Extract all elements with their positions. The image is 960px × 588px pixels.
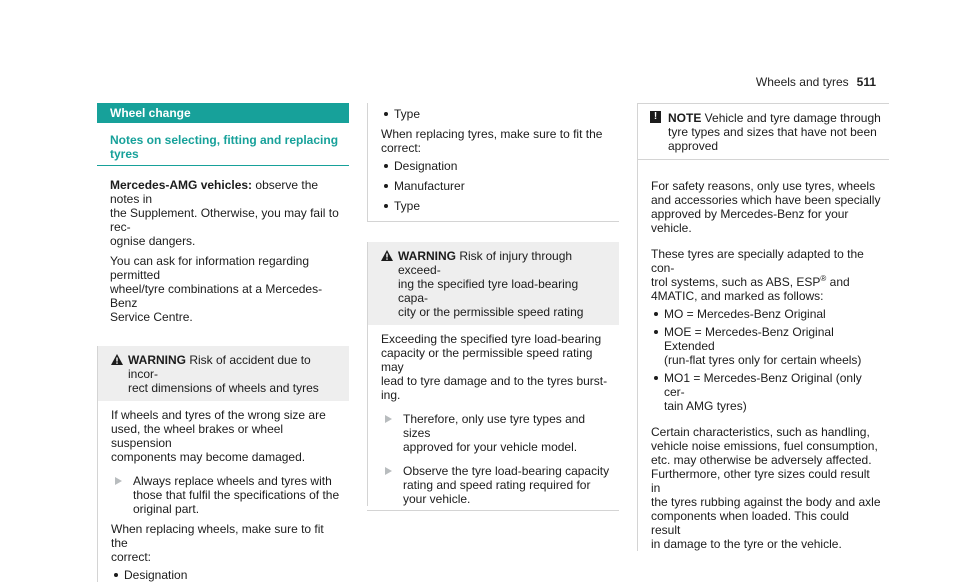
text-line: Certain characteristics, such as handling, (651, 425, 870, 439)
intro-text (97, 178, 349, 324)
list-item: Manufacturer (381, 179, 611, 193)
warning-box (97, 346, 349, 582)
instruction-step (381, 464, 611, 506)
column-3 (637, 103, 889, 563)
subsection-heading (97, 123, 349, 166)
arrow-right-icon (385, 415, 392, 423)
text-line: When replacing wheels, make sure to fit the (111, 522, 324, 550)
subhead-line: Notes on selecting, fitting and replacing (110, 133, 339, 147)
text-line: lead to tyre damage and to the tyres burst- (381, 374, 608, 388)
registered-mark: ® (820, 274, 827, 283)
text-line: the tyres rubbing against the body and axle (651, 495, 881, 509)
warning-box (367, 242, 619, 506)
warning-paragraph (381, 332, 611, 402)
text-line: ognise dangers. (110, 234, 196, 248)
text-line: When replacing tyres, make sure to fit the (381, 127, 603, 141)
list-item (651, 371, 881, 413)
text-line: rating and speed rating required for (403, 478, 591, 492)
list-item: Type (381, 107, 611, 121)
text-line: rect dimensions of wheels and tyres (128, 381, 319, 395)
text-line: vehicle noise emissions, fuel consumption, (651, 439, 878, 453)
warning-body (368, 325, 619, 506)
warning-body (98, 401, 349, 582)
text-line: and (826, 275, 850, 289)
replace-paragraph (111, 522, 341, 564)
text-line: original part. (133, 502, 200, 516)
text-line: Service Centre. (110, 310, 193, 324)
arrow-right-icon (385, 467, 392, 475)
arrow-right-icon (115, 477, 122, 485)
amg-label: Mercedes-AMG vehicles: (110, 178, 253, 192)
note-box (637, 103, 889, 551)
column-1 (97, 103, 349, 588)
warning-triangle-icon (381, 250, 393, 261)
note-paragraph (651, 425, 881, 551)
text-line: You can ask for information regarding permitted (110, 254, 310, 282)
page-header (756, 75, 876, 89)
text-line: capacity or the permissible speed rating may (381, 346, 593, 374)
text-line: wheel/tyre combinations at a Mercedes-Benz (110, 282, 323, 310)
text-line: MO1 = Mercedes-Benz Original (only cer- (664, 371, 862, 399)
text-line: Observe the tyre load-bearing capacity (403, 464, 610, 478)
text-line: approved for your vehicle model. (403, 440, 578, 454)
amg-paragraph (110, 178, 349, 248)
warning-label: WARNING (398, 249, 456, 263)
text-line: components when loaded. This could result (651, 509, 849, 537)
text-line: These tyres are specially adapted to the con- (651, 247, 864, 275)
column-2 (367, 103, 619, 511)
page-number: 511 (856, 75, 876, 89)
text-line: in damage to the tyre or the vehicle. (651, 537, 842, 551)
text-line: Therefore, only use tyre types and sizes (403, 412, 586, 440)
warning-label: WARNING (128, 353, 186, 367)
note-body (638, 159, 889, 551)
warning-header (98, 346, 349, 401)
text-line: If wheels and tyres of the wrong size are (111, 408, 326, 422)
note-paragraph (651, 179, 881, 235)
text-line: ing. (381, 388, 401, 402)
ask-paragraph (110, 254, 349, 324)
note-header (638, 103, 889, 159)
text-line: MOE = Mercedes-Benz Original Extended (664, 325, 834, 353)
subhead-line: tyres (110, 147, 139, 161)
text-line: your vehicle. (403, 492, 471, 506)
text-line: approved by Mercedes-Benz for your vehicle. (651, 207, 849, 235)
list-item: MO = Mercedes-Benz Original (651, 307, 881, 321)
text-line: (run-flat tyres only for certain wheels) (664, 353, 862, 367)
text-line: Exceeding the specified tyre load-bearing (381, 332, 602, 346)
text-line: trol systems, such as ABS, ESP (651, 275, 821, 289)
section-title: Wheel change (97, 103, 349, 123)
warning-header (368, 242, 619, 325)
list-item (651, 325, 881, 367)
text-line: correct: (381, 141, 422, 155)
text-line: ing the specified tyre load-bearing capa- (398, 277, 579, 305)
warning-triangle-icon (111, 354, 123, 365)
text-line: tyre types and sizes that have not been (668, 125, 877, 139)
header-title: Wheels and tyres (755, 75, 849, 89)
instruction-step (381, 412, 611, 454)
text-line: Risk of accident due to incor- (128, 353, 311, 381)
text-line: approved (668, 139, 719, 153)
exclamation-icon: ! (650, 111, 661, 123)
list-item: Designation (381, 159, 611, 173)
replace-paragraph (381, 127, 611, 155)
instruction-step (111, 474, 341, 516)
text-line: city or the permissible speed rating (398, 305, 584, 319)
text-line: the Supplement. Otherwise, you may fail to rec- (110, 206, 339, 234)
text-line: Risk of injury through exceed- (398, 249, 573, 277)
text-line: tain AMG tyres) (664, 399, 747, 413)
text-line: observe the notes in (110, 178, 319, 206)
text-line: components may become damaged. (111, 450, 306, 464)
text-line: Always replace wheels and tyres with (133, 474, 332, 488)
text-line: For safety reasons, only use tyres, wheels (651, 179, 876, 193)
text-line: and accessories which have been specially (651, 193, 881, 207)
text-line: correct: (111, 550, 152, 564)
text-line: 4MATIC, and marked as follows: (651, 289, 824, 303)
text-line: etc. may otherwise be adversely affected. (651, 453, 872, 467)
list-item: Designation (111, 568, 341, 582)
text-line: those that fulfil the specifications of the (133, 488, 340, 502)
note-paragraph (651, 247, 881, 303)
text-line: used, the wheel brakes or wheel suspension (111, 422, 284, 450)
text-line: Furthermore, other tyre sizes could result in (651, 467, 870, 495)
note-label: NOTE (668, 111, 702, 125)
warning-continuation (367, 103, 619, 221)
text-line: Vehicle and tyre damage through (701, 111, 881, 125)
list-item: Type (381, 199, 611, 213)
warning-paragraph (111, 408, 341, 464)
